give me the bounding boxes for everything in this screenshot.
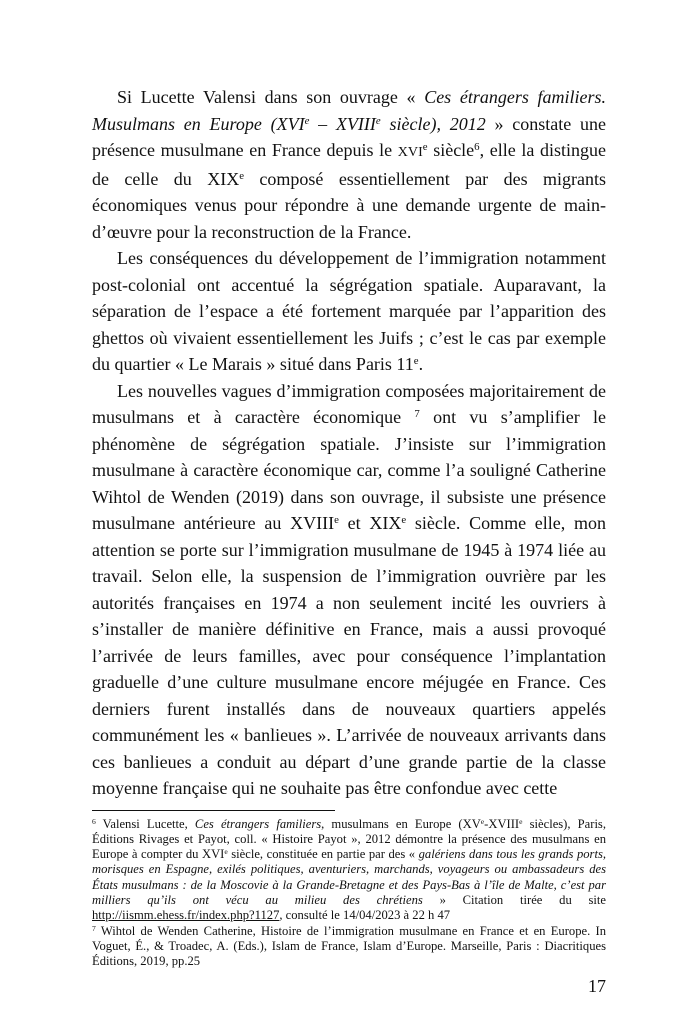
superscript: e — [334, 514, 339, 527]
superscript: 7 — [92, 923, 96, 933]
text-run: XVI — [397, 144, 423, 160]
text-run: et XIX — [338, 513, 402, 533]
superscript: e — [375, 114, 381, 127]
text-run: ont vu s’amplifier le phénomène de ségrégation spatiale. J’insiste sur l’immigration musulmane à caractère économique car, comme l’a souligné Catherine Wihtol de Wenden (2019) dans son ouvrage, il subsiste une présence musulmane antérieure au XVIII — [92, 407, 606, 533]
text-run: composé essentiellement par des migrants économiques venus pour répondre à une demande urgente de main-d’œuvre pour la reconstruction de la France. — [92, 168, 606, 242]
text-run: . — [418, 354, 424, 374]
paragraph — [92, 245, 606, 378]
text-run: , elle la distingue de celle du XIX — [92, 140, 606, 189]
superscript: e — [304, 114, 310, 127]
footnote — [92, 817, 606, 924]
footnotes — [92, 817, 606, 970]
text-run: Ces étrangers familiers. Musulmans en Europe (XVI — [92, 87, 606, 134]
text-run: Si Lucette Valensi dans son ouvrage « — [117, 87, 425, 107]
text-run: » Citation tirée du site — [422, 892, 607, 907]
superscript: e — [239, 169, 244, 182]
paragraph — [92, 84, 606, 245]
text-run: Les nouvelles vagues d’immigration composées majoritairement de musulmans et à caractère économique — [92, 380, 606, 427]
footnote-link[interactable]: http://iismm.ehess.fr/index.php?1127 — [92, 908, 280, 923]
text-run: siècle. Comme elle, mon attention se porte sur l’immigration musulmane de 1945 à 1974 liée au travail. Selon elle, la suspension de l’immigration ouvrière par les autorités françaises en 1974 a non seulement incité les ouvriers à s’installer de manière définitive en France, mais a aussi provoqué l’arrivée de leurs familles, avec pour conséquence l’implantation graduelle d’une culture musulmane encore méjugée en France. Ces derniers furent installés dans de nouveaux quartiers appelés communément les « banlieues ». L’arrivée de nouveaux arrivants dans ces banlieues a conduit au départ d’une grande partie de la classe moyenne française qui ne souhaite pas être confondue avec cette — [92, 513, 607, 798]
superscript: 7 — [414, 408, 420, 421]
text-run: Wihtol de Wenden Catherine, Histoire de l’immigration musulmane en France et en Europe. In Voguet, É., & Troadec, A. (Eds.), Islam de France, Islam d’Europe. Marseille, Paris : Diacritiques Éditions, 2019, pp.25 — [92, 923, 606, 969]
text-run: -XVIII — [484, 816, 520, 831]
text-run: siècle), 2012 — [380, 113, 486, 134]
superscript: e — [480, 816, 485, 826]
superscript: e — [413, 355, 419, 368]
text-run: Les conséquences du développement de l’immigration notamment post-colonial ont accentué la ségrégation spatiale. Auparavant, la séparation de l’espace a été fortement marquée par l’apparition des ghettos où vivaient essentiellement les Juifs ; c’est le cas par exemple du quartier « Le Marais » situé dans Paris 11 — [92, 248, 606, 374]
text-run: siècle, constituée en partie par des « — [227, 847, 419, 862]
superscript: e — [519, 816, 523, 826]
footnote-separator — [92, 810, 335, 811]
text-run: siècle — [427, 140, 475, 160]
paragraph — [92, 378, 606, 802]
text-run: Valensi Lucette, — [95, 816, 195, 831]
superscript: 6 — [92, 816, 96, 826]
footnote — [92, 924, 606, 970]
body-text — [92, 84, 606, 802]
text-run: » constate une présence musulmane en France depuis le — [92, 113, 607, 160]
superscript: e — [422, 141, 428, 154]
text-run: siècles), Paris, Éditions Rivages et Payot, coll. « Histoire Payot », 2012 démontre la présence des musulmans en Europe à compter du XVI — [92, 816, 606, 862]
superscript: e — [224, 846, 228, 856]
text-run: , consulté le 14/04/2023 à 22 h 47 — [279, 908, 451, 923]
page-number: 17 — [588, 976, 606, 997]
text-run: galériens dans tous les grands ports, morisques en Espagne, exilés politiques, aventuriers, marchands, voyageurs ou ambassadeurs des États musulmans : de la Moscovie à la Grande-Bretagne et des Pays-Bas à l’île de Malte, c’est par milliers qu’ils ont vécu au milieu des chrétiens — [92, 847, 606, 907]
text-run: – XVIII — [309, 113, 376, 134]
text-run: , musulmans en Europe (XV — [321, 816, 481, 831]
superscript: 6 — [474, 141, 480, 154]
text-run: Ces étrangers familiers — [194, 816, 322, 831]
superscript: e — [401, 514, 407, 527]
